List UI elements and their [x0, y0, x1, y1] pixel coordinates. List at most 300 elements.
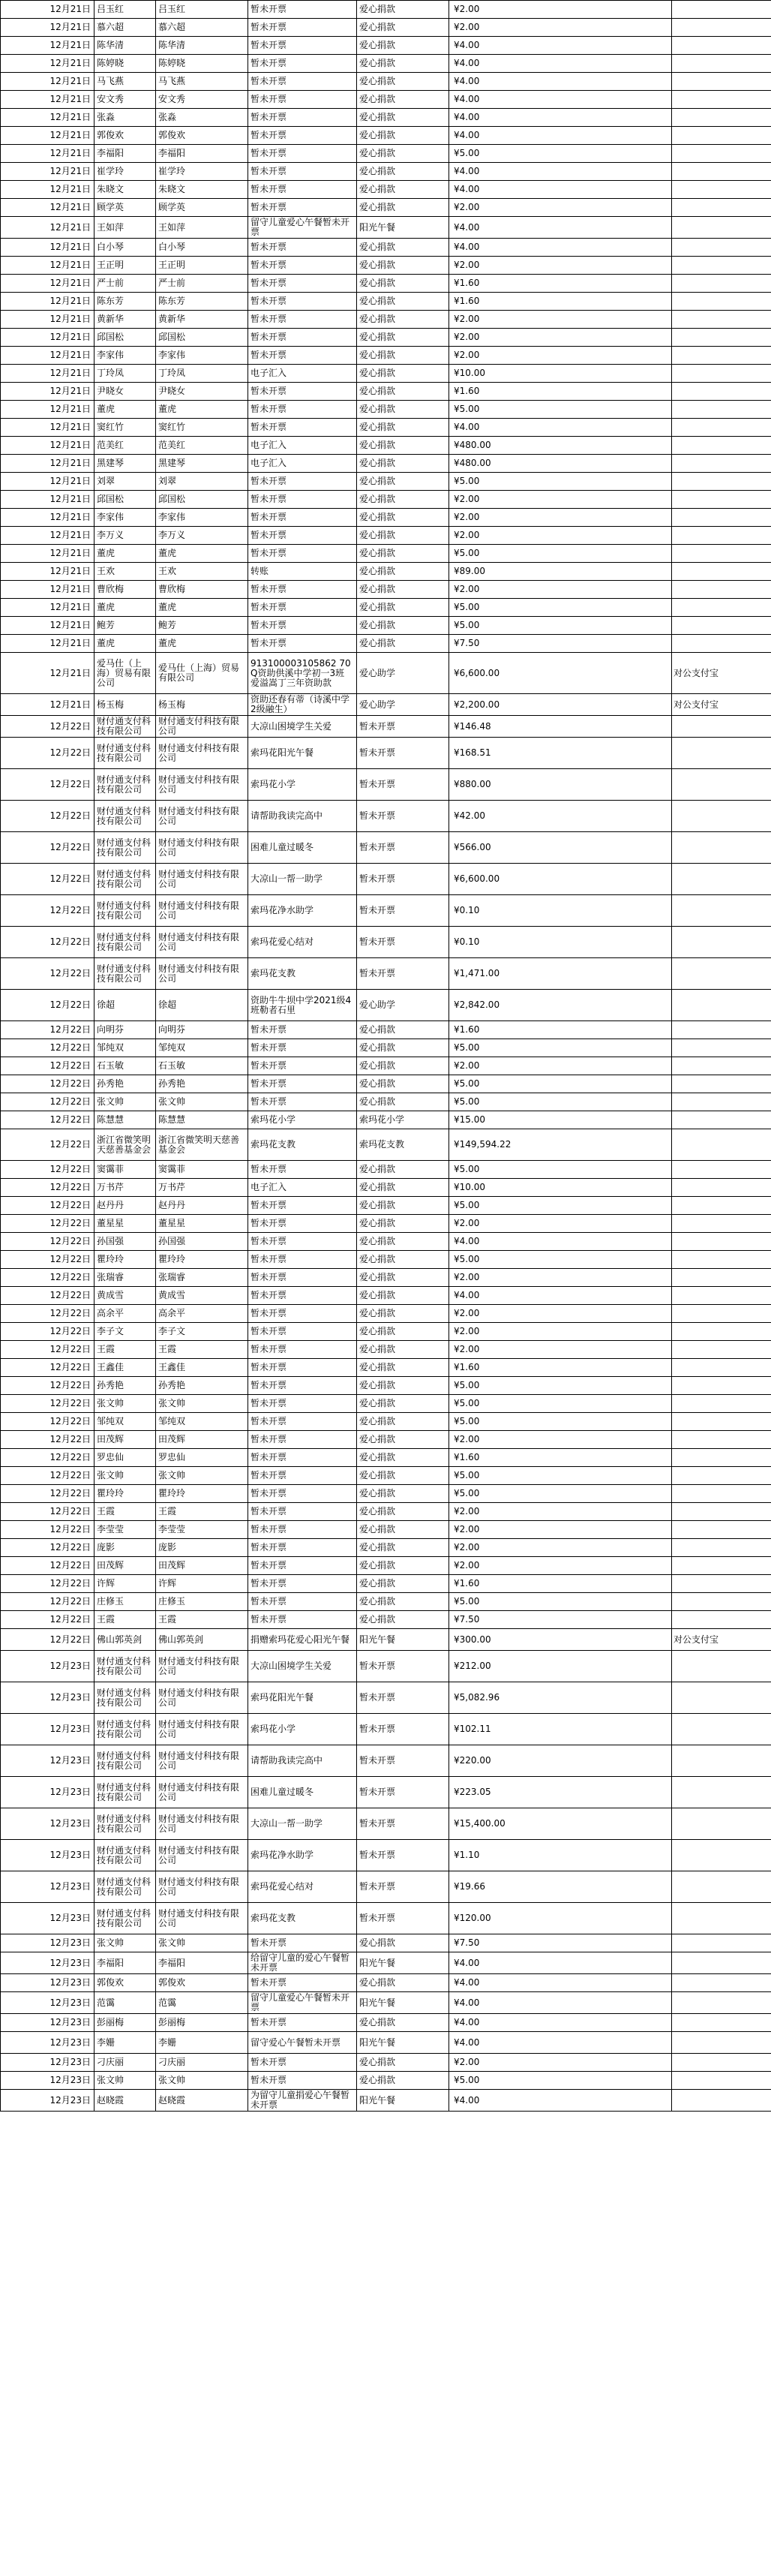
donor-cell: 财付通支付科技有限公司: [94, 958, 156, 990]
date-cell: 12月22日: [1, 958, 94, 990]
project-cell: 索玛花支教: [248, 1903, 357, 1934]
donor-cell: 张文帅: [94, 1093, 156, 1111]
project-cell: 暂未开票: [248, 37, 357, 55]
donor-cell: 李家伟: [94, 347, 156, 365]
name-cell: 财付通支付科技有限公司: [156, 1808, 248, 1840]
table-row: [1, 1682, 771, 1714]
donor-cell: 瞿玲玲: [94, 1485, 156, 1503]
name-cell: 王霞: [156, 1341, 248, 1359]
name-cell: 陈华清: [156, 37, 248, 55]
amount-cell: ¥566.00: [449, 832, 672, 864]
payment-cell: [672, 1093, 771, 1111]
type-cell: 索玛花小学: [357, 1111, 449, 1129]
name-cell: 孙秀艳: [156, 1377, 248, 1395]
name-cell: 张文帅: [156, 1395, 248, 1413]
project-cell: 索玛花支教: [248, 958, 357, 990]
name-cell: 徐超: [156, 990, 248, 1021]
donor-cell: 陈华清: [94, 37, 156, 55]
table-row: [1, 599, 771, 617]
date-cell: 12月21日: [1, 527, 94, 545]
table-row: [1, 1952, 771, 1974]
table-row: [1, 1629, 771, 1651]
name-cell: 财付通支付科技有限公司: [156, 1871, 248, 1903]
type-cell: 爱心捐款: [357, 563, 449, 581]
donor-cell: 孙秀艳: [94, 1075, 156, 1093]
date-cell: 12月22日: [1, 1057, 94, 1075]
amount-cell: ¥5.00: [449, 1467, 672, 1485]
table-row: [1, 401, 771, 419]
amount-cell: ¥2.00: [449, 581, 672, 599]
type-cell: 爱心捐款: [357, 455, 449, 473]
payment-cell: [672, 527, 771, 545]
table-row: [1, 257, 771, 275]
donor-cell: 孙国强: [94, 1233, 156, 1251]
donor-cell: 财付通支付科技有限公司: [94, 769, 156, 801]
name-cell: 李家伟: [156, 509, 248, 527]
date-cell: 12月23日: [1, 1952, 94, 1974]
amount-cell: ¥6,600.00: [449, 864, 672, 895]
amount-cell: ¥2,842.00: [449, 990, 672, 1021]
table-row: [1, 1233, 771, 1251]
project-cell: 暂未开票: [248, 1251, 357, 1269]
amount-cell: ¥6,600.00: [449, 653, 672, 694]
date-cell: 12月22日: [1, 1111, 94, 1129]
payment-cell: [672, 1903, 771, 1934]
type-cell: 爱心捐款: [357, 127, 449, 145]
name-cell: 董虎: [156, 545, 248, 563]
donor-cell: 财付通支付科技有限公司: [94, 1777, 156, 1808]
type-cell: 爱心捐款: [357, 1197, 449, 1215]
name-cell: 罗忠仙: [156, 1449, 248, 1467]
date-cell: 12月21日: [1, 145, 94, 163]
amount-cell: ¥5.00: [449, 2072, 672, 2090]
project-cell: 暂未开票: [248, 1611, 357, 1629]
type-cell: 暂未开票: [357, 716, 449, 738]
name-cell: 财付通支付科技有限公司: [156, 832, 248, 864]
donor-cell: 财付通支付科技有限公司: [94, 1840, 156, 1871]
table-row: [1, 1039, 771, 1057]
amount-cell: ¥5,082.96: [449, 1682, 672, 1714]
name-cell: 财付通支付科技有限公司: [156, 958, 248, 990]
date-cell: 12月22日: [1, 1467, 94, 1485]
type-cell: 暂未开票: [357, 1871, 449, 1903]
date-cell: 12月22日: [1, 1197, 94, 1215]
payment-cell: [672, 1521, 771, 1539]
amount-cell: ¥5.00: [449, 1197, 672, 1215]
amount-cell: ¥2.00: [449, 1539, 672, 1557]
table-row: [1, 927, 771, 958]
date-cell: 12月23日: [1, 1808, 94, 1840]
donor-cell: 陈婷晓: [94, 55, 156, 73]
type-cell: 爱心捐款: [357, 1467, 449, 1485]
amount-cell: ¥2.00: [449, 347, 672, 365]
table-row: [1, 1395, 771, 1413]
amount-cell: ¥4.00: [449, 2090, 672, 2112]
date-cell: 12月21日: [1, 199, 94, 217]
amount-cell: ¥102.11: [449, 1714, 672, 1745]
table-row: [1, 832, 771, 864]
amount-cell: ¥4.00: [449, 109, 672, 127]
amount-cell: ¥4.00: [449, 419, 672, 437]
amount-cell: ¥2.00: [449, 329, 672, 347]
table-row: [1, 1485, 771, 1503]
project-cell: 暂未开票: [248, 1593, 357, 1611]
type-cell: 暂未开票: [357, 1840, 449, 1871]
date-cell: 12月22日: [1, 1323, 94, 1341]
amount-cell: ¥0.10: [449, 895, 672, 927]
amount-cell: ¥4.00: [449, 1233, 672, 1251]
project-cell: 索玛花支教: [248, 1129, 357, 1161]
name-cell: 李莹莹: [156, 1521, 248, 1539]
date-cell: 12月23日: [1, 1714, 94, 1745]
name-cell: 邹纯双: [156, 1039, 248, 1057]
name-cell: 李姗: [156, 2032, 248, 2054]
date-cell: 12月21日: [1, 635, 94, 653]
payment-cell: [672, 1057, 771, 1075]
amount-cell: ¥2.00: [449, 257, 672, 275]
table-row: [1, 347, 771, 365]
project-cell: 暂未开票: [248, 329, 357, 347]
name-cell: 许辉: [156, 1575, 248, 1593]
table-row: [1, 1179, 771, 1197]
date-cell: 12月22日: [1, 864, 94, 895]
donor-cell: 慕六超: [94, 19, 156, 37]
payment-cell: [672, 383, 771, 401]
table-row: [1, 293, 771, 311]
amount-cell: ¥5.00: [449, 1485, 672, 1503]
payment-cell: [672, 1395, 771, 1413]
amount-cell: ¥5.00: [449, 1413, 672, 1431]
project-cell: 暂未开票: [248, 2014, 357, 2032]
type-cell: 爱心捐款: [357, 599, 449, 617]
donor-cell: 瞿玲玲: [94, 1251, 156, 1269]
name-cell: 朱晓文: [156, 181, 248, 199]
name-cell: 李子文: [156, 1323, 248, 1341]
payment-cell: [672, 1323, 771, 1341]
name-cell: 窦霭菲: [156, 1161, 248, 1179]
type-cell: 爱心捐款: [357, 1413, 449, 1431]
type-cell: 爱心助学: [357, 653, 449, 694]
name-cell: 王正明: [156, 257, 248, 275]
type-cell: 爱心捐款: [357, 181, 449, 199]
table-row: [1, 311, 771, 329]
payment-cell: [672, 473, 771, 491]
type-cell: 爱心捐款: [357, 617, 449, 635]
donor-cell: 赵丹丹: [94, 1197, 156, 1215]
payment-cell: [672, 401, 771, 419]
amount-cell: ¥89.00: [449, 563, 672, 581]
table-row: [1, 2014, 771, 2032]
date-cell: 12月22日: [1, 1161, 94, 1179]
project-cell: 暂未开票: [248, 1039, 357, 1057]
donor-cell: 财付通支付科技有限公司: [94, 1871, 156, 1903]
table-row: [1, 1431, 771, 1449]
project-cell: 暂未开票: [248, 1431, 357, 1449]
date-cell: 12月21日: [1, 599, 94, 617]
payment-cell: [672, 599, 771, 617]
project-cell: 捐赠索玛花爱心阳光午餐: [248, 1629, 357, 1651]
type-cell: 爱心捐款: [357, 73, 449, 91]
type-cell: 阳光午餐: [357, 1992, 449, 2014]
donor-cell: 郭俊欢: [94, 1974, 156, 1992]
donor-cell: 李子文: [94, 1323, 156, 1341]
date-cell: 12月21日: [1, 401, 94, 419]
amount-cell: ¥2.00: [449, 1521, 672, 1539]
type-cell: 暂未开票: [357, 958, 449, 990]
table-row: [1, 275, 771, 293]
amount-cell: ¥220.00: [449, 1745, 672, 1777]
name-cell: 吕玉红: [156, 1, 248, 19]
type-cell: 暂未开票: [357, 895, 449, 927]
name-cell: 王鑫佳: [156, 1359, 248, 1377]
name-cell: 财付通支付科技有限公司: [156, 1903, 248, 1934]
payment-cell: [672, 1, 771, 19]
table-row: [1, 1557, 771, 1575]
donor-cell: 赵晓霞: [94, 2090, 156, 2112]
payment-cell: [672, 1952, 771, 1974]
donor-cell: 田茂辉: [94, 1557, 156, 1575]
payment-cell: [672, 1449, 771, 1467]
project-cell: 暂未开票: [248, 109, 357, 127]
table-row: [1, 1197, 771, 1215]
type-cell: 阳光午餐: [357, 1629, 449, 1651]
project-cell: 索玛花爱心结对: [248, 927, 357, 958]
amount-cell: ¥4.00: [449, 37, 672, 55]
type-cell: 爱心捐款: [357, 1377, 449, 1395]
project-cell: 暂未开票: [248, 293, 357, 311]
type-cell: 索玛花支教: [357, 1129, 449, 1161]
name-cell: 范美红: [156, 437, 248, 455]
table-row: [1, 1161, 771, 1179]
donor-cell: 范美红: [94, 437, 156, 455]
payment-cell: [672, 91, 771, 109]
date-cell: 12月22日: [1, 1539, 94, 1557]
table-row: [1, 2072, 771, 2090]
type-cell: 爱心捐款: [357, 257, 449, 275]
payment-cell: [672, 738, 771, 769]
amount-cell: ¥5.00: [449, 1039, 672, 1057]
name-cell: 杨玉梅: [156, 694, 248, 716]
date-cell: 12月21日: [1, 217, 94, 239]
name-cell: 庞影: [156, 1539, 248, 1557]
table-row: [1, 769, 771, 801]
project-cell: 大凉山一帮一助学: [248, 864, 357, 895]
amount-cell: ¥2.00: [449, 1323, 672, 1341]
donor-cell: 严士前: [94, 275, 156, 293]
project-cell: 暂未开票: [248, 1215, 357, 1233]
project-cell: 暂未开票: [248, 73, 357, 91]
type-cell: 爱心捐款: [357, 275, 449, 293]
date-cell: 12月22日: [1, 1215, 94, 1233]
type-cell: 爱心捐款: [357, 545, 449, 563]
date-cell: 12月21日: [1, 473, 94, 491]
project-cell: 暂未开票: [248, 19, 357, 37]
payment-cell: [672, 1557, 771, 1575]
project-cell: 暂未开票: [248, 145, 357, 163]
name-cell: 财付通支付科技有限公司: [156, 895, 248, 927]
amount-cell: ¥2.00: [449, 1503, 672, 1521]
project-cell: 暂未开票: [248, 1557, 357, 1575]
name-cell: 浙江省微笑明天慈善基金会: [156, 1129, 248, 1161]
table-row: [1, 217, 771, 239]
payment-cell: [672, 1341, 771, 1359]
project-cell: 暂未开票: [248, 1467, 357, 1485]
donor-cell: 张文帅: [94, 2072, 156, 2090]
amount-cell: ¥4.00: [449, 91, 672, 109]
payment-cell: [672, 1021, 771, 1039]
name-cell: 财付通支付科技有限公司: [156, 1651, 248, 1682]
project-cell: 暂未开票: [248, 163, 357, 181]
project-cell: 暂未开票: [248, 311, 357, 329]
amount-cell: ¥4.00: [449, 1287, 672, 1305]
date-cell: 12月23日: [1, 1934, 94, 1952]
payment-cell: [672, 1129, 771, 1161]
table-row: [1, 1413, 771, 1431]
table-row: [1, 509, 771, 527]
donor-cell: 尹晓女: [94, 383, 156, 401]
amount-cell: ¥2.00: [449, 1431, 672, 1449]
date-cell: 12月22日: [1, 1359, 94, 1377]
payment-cell: [672, 1215, 771, 1233]
payment-cell: [672, 1840, 771, 1871]
donor-cell: 王霞: [94, 1503, 156, 1521]
table-row: [1, 864, 771, 895]
payment-cell: [672, 2032, 771, 2054]
table-row: [1, 329, 771, 347]
date-cell: 12月21日: [1, 617, 94, 635]
amount-cell: ¥149,594.22: [449, 1129, 672, 1161]
type-cell: 暂未开票: [357, 1808, 449, 1840]
project-cell: 913100003105862 70Q资助供溪中学初一3班 爱溢嵩丁三年资助款: [248, 653, 357, 694]
project-cell: 暂未开票: [248, 2072, 357, 2090]
name-cell: 崔学玲: [156, 163, 248, 181]
amount-cell: ¥4.00: [449, 73, 672, 91]
name-cell: 张文帅: [156, 1467, 248, 1485]
payment-cell: [672, 1251, 771, 1269]
date-cell: 12月23日: [1, 1651, 94, 1682]
date-cell: 12月22日: [1, 1039, 94, 1057]
name-cell: 万书芹: [156, 1179, 248, 1197]
payment-cell: [672, 1777, 771, 1808]
date-cell: 12月22日: [1, 1377, 94, 1395]
table-row: [1, 473, 771, 491]
project-cell: 暂未开票: [248, 181, 357, 199]
date-cell: 12月23日: [1, 2072, 94, 2090]
donor-cell: 财付通支付科技有限公司: [94, 1714, 156, 1745]
payment-cell: [672, 927, 771, 958]
payment-cell: [672, 1039, 771, 1057]
project-cell: 电子汇入: [248, 1179, 357, 1197]
amount-cell: ¥2.00: [449, 1269, 672, 1287]
type-cell: 爱心捐款: [357, 1539, 449, 1557]
amount-cell: ¥5.00: [449, 545, 672, 563]
table-row: [1, 1934, 771, 1952]
project-cell: 电子汇入: [248, 455, 357, 473]
name-cell: 田茂辉: [156, 1431, 248, 1449]
amount-cell: ¥5.00: [449, 599, 672, 617]
project-cell: 暂未开票: [248, 127, 357, 145]
payment-cell: [672, 864, 771, 895]
date-cell: 12月22日: [1, 1075, 94, 1093]
payment-cell: [672, 455, 771, 473]
name-cell: 窦红竹: [156, 419, 248, 437]
payment-cell: [672, 1161, 771, 1179]
date-cell: 12月21日: [1, 239, 94, 257]
project-cell: 暂未开票: [248, 383, 357, 401]
type-cell: 爱心捐款: [357, 1093, 449, 1111]
amount-cell: ¥4.00: [449, 1952, 672, 1974]
donor-cell: 杨玉梅: [94, 694, 156, 716]
name-cell: 曹欣梅: [156, 581, 248, 599]
name-cell: 财付通支付科技有限公司: [156, 1777, 248, 1808]
name-cell: 王如萍: [156, 217, 248, 239]
amount-cell: ¥10.00: [449, 365, 672, 383]
donor-cell: 董虎: [94, 401, 156, 419]
project-cell: 大凉山困境学生关爱: [248, 716, 357, 738]
payment-cell: [672, 1593, 771, 1611]
table-row: [1, 1871, 771, 1903]
type-cell: 爱心捐款: [357, 581, 449, 599]
date-cell: 12月22日: [1, 895, 94, 927]
date-cell: 12月21日: [1, 347, 94, 365]
project-cell: 资助还春有蒂（诗溪中学2级融生）: [248, 694, 357, 716]
type-cell: 爱心捐款: [357, 1, 449, 19]
date-cell: 12月22日: [1, 990, 94, 1021]
date-cell: 12月23日: [1, 2090, 94, 2112]
project-cell: 暂未开票: [248, 1305, 357, 1323]
project-cell: 暂未开票: [248, 1233, 357, 1251]
amount-cell: ¥2.00: [449, 491, 672, 509]
name-cell: 高余平: [156, 1305, 248, 1323]
project-cell: 暂未开票: [248, 1503, 357, 1521]
date-cell: 12月21日: [1, 509, 94, 527]
project-cell: 留守爱心午餐暂未开票: [248, 2032, 357, 2054]
table-row: [1, 1111, 771, 1129]
payment-cell: [672, 365, 771, 383]
donor-cell: 安文秀: [94, 91, 156, 109]
table-row: [1, 19, 771, 37]
payment-cell: [672, 19, 771, 37]
donor-cell: 董虎: [94, 545, 156, 563]
payment-cell: [672, 1359, 771, 1377]
type-cell: 暂未开票: [357, 832, 449, 864]
project-cell: 资助牛牛坝中学2021级4班勒者石里: [248, 990, 357, 1021]
amount-cell: ¥1.60: [449, 1359, 672, 1377]
table-row: [1, 635, 771, 653]
payment-cell: [672, 1575, 771, 1593]
name-cell: 财付通支付科技有限公司: [156, 1745, 248, 1777]
payment-cell: [672, 257, 771, 275]
payment-cell: [672, 293, 771, 311]
payment-cell: [672, 1467, 771, 1485]
donor-cell: 窦霭菲: [94, 1161, 156, 1179]
payment-cell: [672, 1974, 771, 1992]
donor-cell: 吕玉红: [94, 1, 156, 19]
date-cell: 12月21日: [1, 55, 94, 73]
name-cell: 白小琴: [156, 239, 248, 257]
date-cell: 12月22日: [1, 1593, 94, 1611]
type-cell: 暂未开票: [357, 1682, 449, 1714]
date-cell: 12月22日: [1, 1413, 94, 1431]
table-row: [1, 1593, 771, 1611]
payment-cell: [672, 73, 771, 91]
amount-cell: ¥5.00: [449, 1377, 672, 1395]
type-cell: 阳光午餐: [357, 1952, 449, 1974]
amount-cell: ¥2.00: [449, 1341, 672, 1359]
payment-cell: [672, 437, 771, 455]
date-cell: 12月21日: [1, 275, 94, 293]
donor-cell: 张文帅: [94, 1467, 156, 1485]
